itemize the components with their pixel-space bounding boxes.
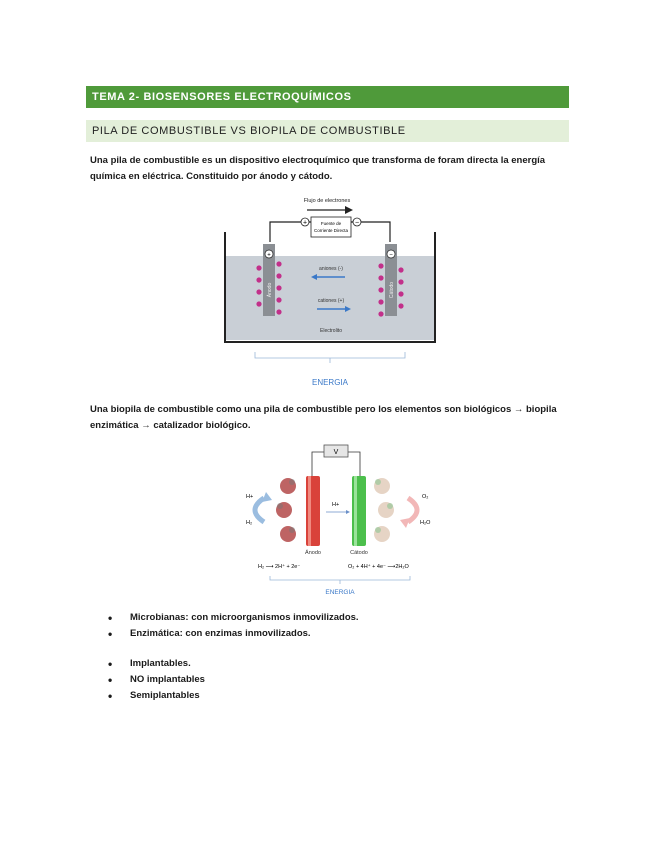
svg-text:H+: H+ <box>332 502 340 508</box>
bullet-list-implantation <box>108 656 205 704</box>
list-item: • Enzimática: con enzimas inmovilizados. <box>108 626 359 642</box>
svg-text:+: + <box>267 252 271 259</box>
paragraph-fuel-cell: Una pila de combustible es un dispositivo electroquímico que transforma de foram directa la energía química en eléctrica. Constituido por ánodo y cátodo. <box>90 155 546 182</box>
bullet-list-type <box>108 610 359 642</box>
anode-label-2: Ánodo <box>305 550 321 556</box>
list-item: • NO implantables <box>108 672 205 688</box>
cathode-equation: O₂ + 4H⁺ + 4e⁻ ⟶2H₂O <box>348 564 409 570</box>
svg-text:+: + <box>302 219 308 227</box>
biofuel-cell-diagram <box>240 440 440 600</box>
svg-text:H+: H+ <box>246 494 254 500</box>
svg-text:H₂O: H₂O <box>420 520 431 526</box>
svg-text:O₂: O₂ <box>422 494 429 500</box>
section-title: TEMA 2- BIOSENSORES ELECTROQUÍMICOS <box>86 86 569 108</box>
anode-label: Ánodo <box>267 282 273 298</box>
cathode-label-2: Cátodo <box>350 550 368 556</box>
svg-text:Corriente Directa: Corriente Directa <box>313 228 349 233</box>
energy-label-1: ENERGIA <box>311 378 349 387</box>
energy-label-2: ENERGIA <box>325 589 355 596</box>
voltmeter-label: V <box>333 449 339 456</box>
anode-equation: H₂ ⟶ 2H⁺ + 2e⁻ <box>258 564 301 570</box>
cathode-label: Cátodo <box>389 281 395 299</box>
energy-brace-2 <box>270 576 410 584</box>
svg-text:−: − <box>354 219 360 227</box>
list-item: • Microbianas: con microorganismos inmovilizados. <box>108 610 359 626</box>
electrolyte-label: Electrolito <box>320 328 342 334</box>
svg-text:H₂: H₂ <box>246 520 253 526</box>
electron-flow-label: Flujo de electrones <box>303 198 351 204</box>
svg-text:−: − <box>389 252 393 259</box>
energy-brace <box>255 352 405 363</box>
cations-label: cationes (+) <box>317 298 345 304</box>
list-item: • Implantables. <box>108 656 205 672</box>
list-item: • Semiplantables <box>108 688 205 704</box>
svg-text:Fuente de: Fuente de <box>320 221 342 226</box>
dc-source-box <box>311 217 351 237</box>
fuel-cell-diagram <box>215 190 445 392</box>
paragraph-biofuel-cell: Una biopila de combustible como una pila de combustible pero los elementos son biológicos → biopila enzimática → catalizador biológico. <box>90 404 557 431</box>
anions-label: aniones (-) <box>319 266 343 272</box>
subsection-title: PILA DE COMBUSTIBLE VS BIOPILA DE COMBUSTIBLE <box>86 120 569 142</box>
